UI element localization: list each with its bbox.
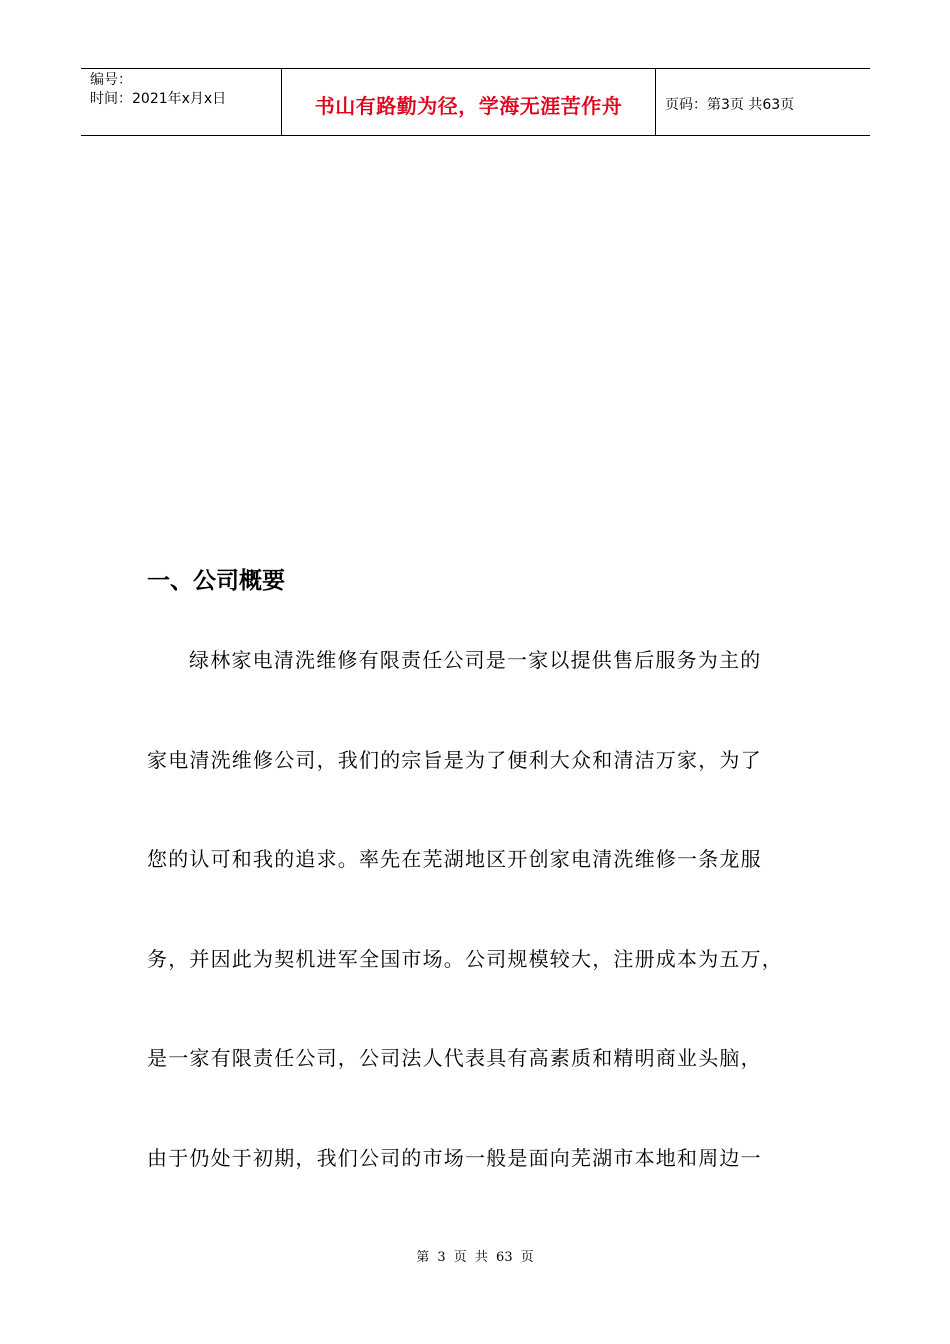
body-line: 绿林家电清洗维修有限责任公司是一家以提供售后服务为主的: [189, 648, 762, 672]
header-meta-cell: [81, 69, 282, 135]
body-line: 是一家有限责任公司，公司法人代表具有高素质和精明商业头脑，: [147, 1046, 762, 1070]
page-footer: 第 3 页 共 63 页: [416, 1250, 534, 1265]
body-text: [147, 640, 807, 1237]
document-number-label: 编号：: [90, 72, 132, 88]
body-line: 您的认可和我的追求。率先在芜湖地区开创家电清洗维修一条龙服: [147, 847, 762, 871]
header-page-cell: [656, 69, 870, 135]
header-page-info: 页码：第3页 共63页: [665, 97, 795, 113]
page-header: [81, 68, 870, 136]
document-date-label: 时间：2021年x月x日: [90, 91, 227, 107]
header-motto-cell: [282, 69, 656, 135]
body-line: 由于仍处于初期，我们公司的市场一般是面向芜湖市本地和周边一: [147, 1145, 762, 1170]
section-heading: 一、公司概要: [147, 568, 285, 594]
body-line: 务，并因此为契机进军全国市场。公司规模较大，注册成本为五万，: [147, 946, 783, 971]
header-motto: 书山有路勤为径，学海无涯苦作舟: [314, 93, 623, 118]
body-line: 家电清洗维修公司，我们的宗旨是为了便利大众和清洁万家，为了: [147, 747, 762, 772]
